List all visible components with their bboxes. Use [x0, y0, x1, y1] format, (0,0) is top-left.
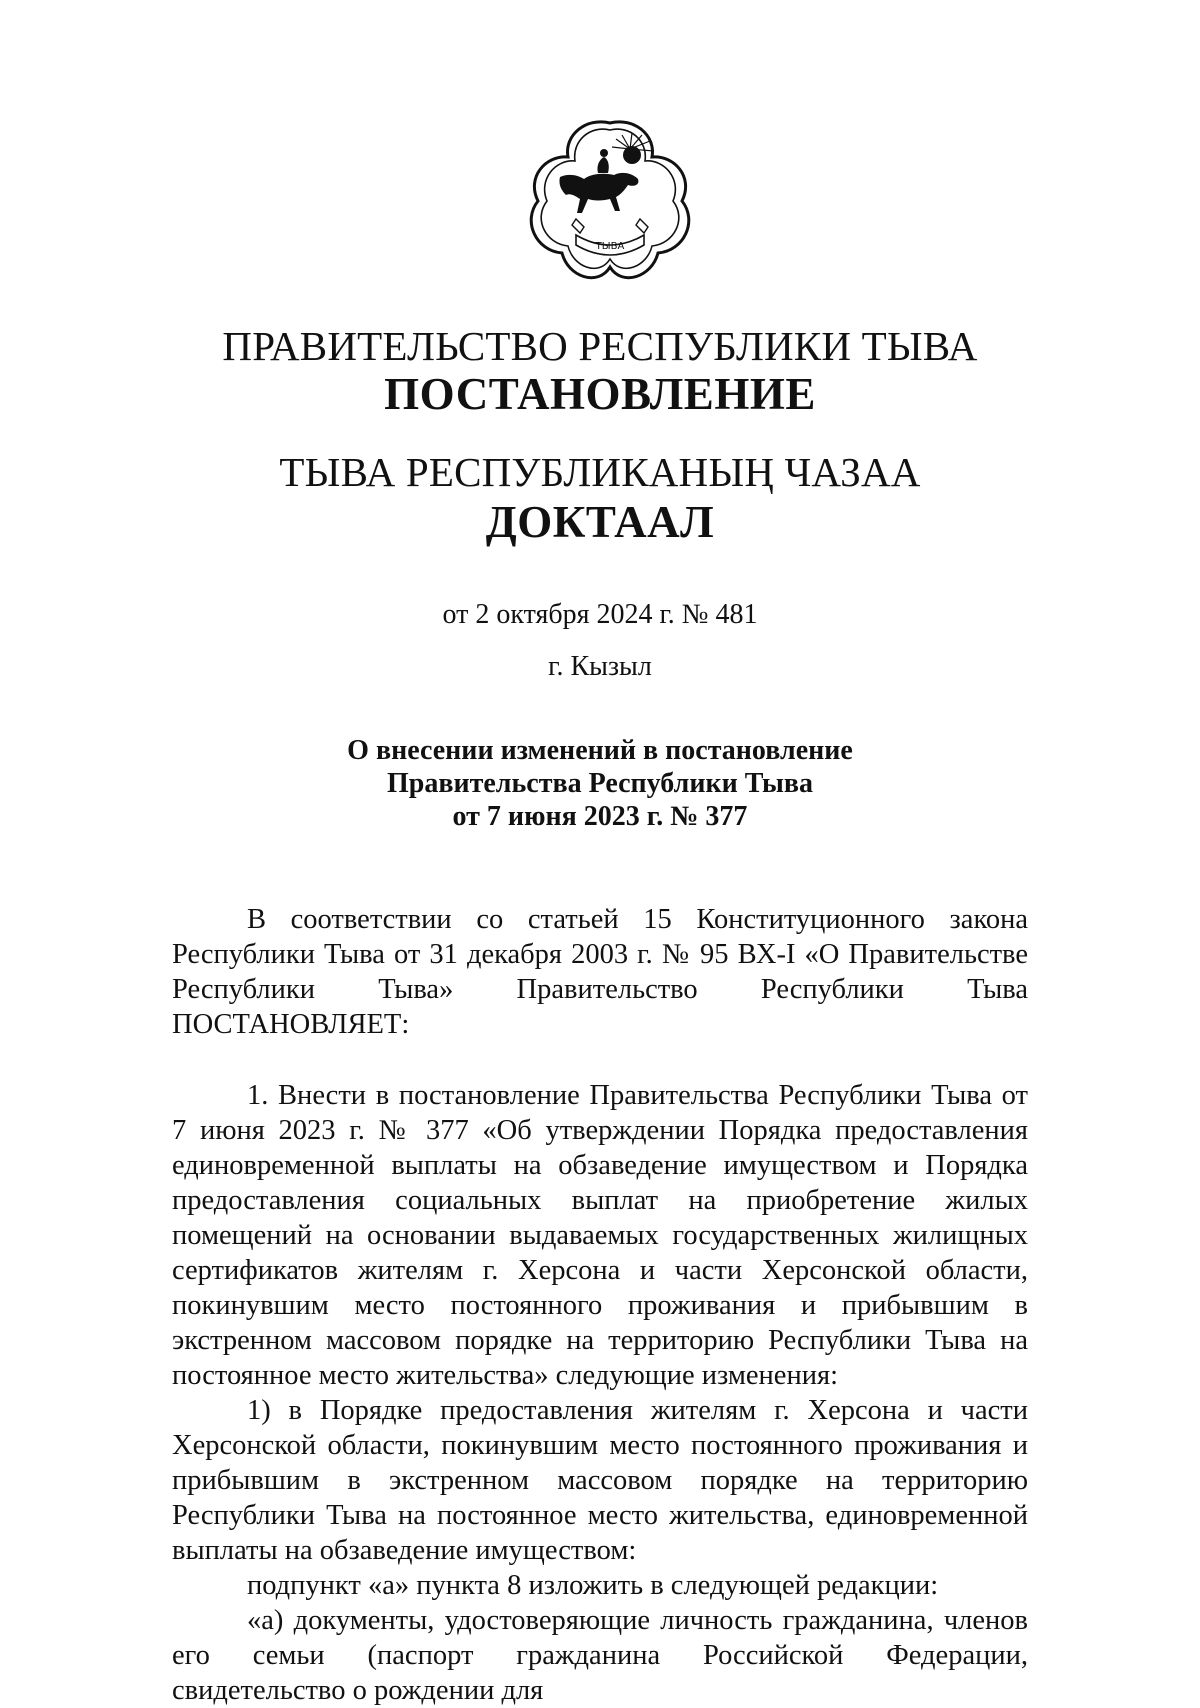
decree-title-ru: ПОСТАНОВЛЕНИЕ — [384, 369, 816, 419]
decree-date-number: от 2 октября 2024 г. № 481 — [442, 599, 758, 630]
decree-subject — [0, 734, 1200, 833]
decree-city: г. Кызыл — [548, 651, 652, 682]
preamble-paragraph: В соответствии со статьей 15 Конституционного закона Республики Тыва от 31 декабря 2003 г. № 95 ВХ-I «О Правительстве Республики Тыва» Правительство Республики Тыва ПОСТАНОВЛЯЕТ: — [172, 904, 1028, 1040]
body-paragraph-2: 1) в Порядке предоставления жителям г. Херсона и части Херсонской области, покинувшим место постоянного проживания и прибывшим в экстренном массовом порядке на территорию Республики Тыва на постоянное место жительства, единовременной выплаты на обзаведение имуществом: — [172, 1395, 1028, 1566]
government-title-tyv: ТЫВА РЕСПУБЛИКАНЫҢ ЧАЗАА — [279, 449, 921, 495]
body-paragraph-3: подпункт «а» пункта 8 изложить в следующей редакции: — [247, 1570, 939, 1601]
emblem-inscription: ТЫВА — [595, 241, 625, 252]
subject-line: Правительства Республики Тыва — [387, 768, 813, 799]
body-paragraph-1: 1. Внести в постановление Правительства Республики Тыва от 7 июня 2023 г. № 377 «Об утверждении Порядка предоставления единовременной выплаты на обзаведение имуществом и Порядка предоставления социальных выплат на приобретение жилых помещений на основании выдаваемых государственных жилищных сертификатов жителям г. Херсона и части Херсонской области, покинувшим место постоянного проживания и прибывшим в экстренном массовом порядке на территорию Республики Тыва на постоянное место жительства» следующие изменения: — [172, 1080, 1028, 1391]
government-title-ru: ПРАВИТЕЛЬСТВО РЕСПУБЛИКИ ТЫВА — [222, 323, 978, 369]
subject-line: О внесении изменений в постановление — [347, 735, 853, 766]
decree-title-tyv: ДОКТААЛ — [485, 497, 715, 547]
decree-body — [172, 902, 1028, 1708]
body-paragraph-4: «а) документы, удостоверяющие личность гражданина, членов его семьи (паспорт гражданина Российской Федерации, свидетельство о рождении для — [172, 1605, 1028, 1706]
subject-line: от 7 июня 2023 г. № 377 — [452, 801, 748, 832]
tyva-coat-of-arms-icon — [522, 115, 698, 287]
